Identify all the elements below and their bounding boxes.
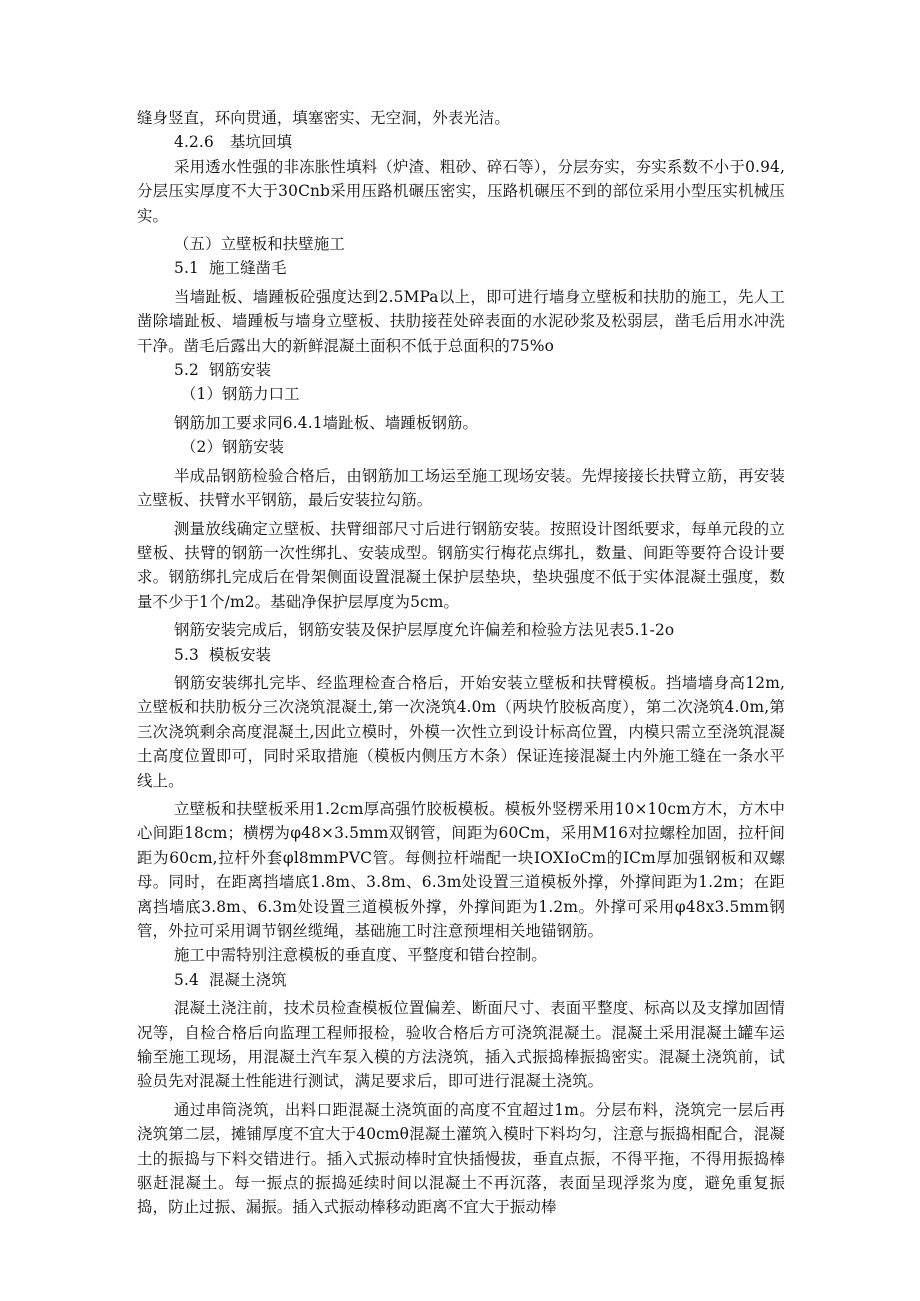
paragraph-formwork-2: 立壁板和扶壁板釆用1.2cm厚高强竹胶板模板。模板外竖楞釆用10×10cm方木，方木中心间距18cm；横楞为φ48×3.5mm双钢管，间距为60Cm，采用M16对拉螺栓加固，拉杆间距为60cm,拉杆外套φl8mmPVC管。每侧拉杆端配一块IOXIoCm的ICm厚加强钢板和双螺母。同时，在距离挡墙底1.8m、3.8m、6.3m处设置三道模板外撑，外撑间距为1.2m；在距离挡墙底3.8m、6.3m处设置三道模板外撑，外撑间距为1.2m。外撑可采用φ48x3.5mm钢管，外拉可采用调节钢丝缆绳，基础施工时注意预埋相关地锚钢筋。	[137, 799, 785, 940]
subheading-rebar-processing: （1）钢筋力口工	[181, 385, 300, 404]
chapter-heading-5: （五）立壁板和扶壁施工	[174, 235, 345, 254]
heading-number: 4.2.6	[174, 133, 214, 152]
paragraph-rebar-install-2: 测量放线确定立壁板、扶臂细部尺寸后进行钢筋安装。按照设计图纸要求，每单元段的立壁板、扶臂的钢筋一次性绑扎、安装成型。钢筋实行梅花点绑扎，数量、间距等要符合设计要求。钢筋绑扎完成后在骨架侧面设置混凝土保护层垫块，垫块强度不低于实体混凝土强度，数量不少于1个/m2。基础净保护层厚度为5cm。	[137, 519, 785, 611]
heading-4-2-6	[137, 130, 785, 154]
heading-title: 混凝土浇筑	[209, 970, 287, 989]
paragraph-rebar-install-3: 钢筋安装完成后，钢筋安装及保护层厚度允许偏差和检验方法见表5.1-2o	[174, 621, 675, 640]
heading-5-2	[137, 358, 785, 382]
paragraph-formwork-3: 施工中需特别注意模板的垂直度、平整度和错台控制。	[174, 946, 547, 965]
paragraph-rebar-processing: 钢筋加工要求同6.4.1墙趾板、墙踵板钢筋。	[174, 413, 479, 432]
heading-5-4	[137, 968, 785, 992]
paragraph-backfill: 采用透水性强的非冻胀性填料（炉渣、粗砂、碎石等），分层夯实，夯实系数不小于0.94,分层压实厚度不大于30Cnb采用压路机碾压密实，压路机碾压不到的部位采用小型压实机械压实。	[137, 157, 785, 225]
heading-title: 施工缝凿毛	[209, 259, 287, 278]
paragraph-concrete-1: 混凝土浇注前，技术员检查模板位置偏差、断面尺寸、表面平整度、标高以及支撑加固情况等，自检合格后向监理工程师报检，验收合格后方可浇筑混凝土。混凝土采用混凝土罐车运输至施工现场，用混凝土汽车泵入模的方法浇筑，插入式振捣棒振捣密实。混凝土浇筑前，试验员先对混凝土性能进行测试，满足要求后，即可进行混凝土浇筑。	[137, 999, 785, 1091]
paragraph-concrete-2: 通过串筒浇筑，出料口距混凝土浇筑面的高度不宜超过1m。分层布料，浇筑完一层后再浇筑第二层，摊铺厚度不宜大于40cmθ混凝土灌筑入模时下料均匀，注意与振捣相配合，混凝土的振捣与下料交错进行。插入式振动棒时宜快插慢拔，垂直点振，不得平拖，不得用振捣棒驱赶混凝土。每一振点的振捣延续时间以混凝土不再沉落，表面呈现浮浆为度，避免重复振捣，防止过振、漏振。插入式振动棒移动距离不宜大于振动棒	[137, 1100, 785, 1217]
heading-number: 5.3	[174, 645, 199, 664]
heading-title: 钢筋安装	[209, 361, 272, 380]
heading-number: 5.4	[174, 970, 199, 989]
document-page	[137, 106, 785, 1220]
subheading-rebar-installation: （2）钢筋安装	[181, 438, 285, 457]
heading-5-3	[137, 643, 785, 667]
heading-number: 5.1	[174, 259, 199, 278]
heading-title: 基坑回填	[230, 133, 293, 152]
paragraph-continuation: 缝身竖直，环向贯通，填塞密实、无空洞，外表光洁。	[137, 109, 510, 127]
paragraph-joint-roughening: 当墙趾板、墙踵板砼强度达到2.5MPa以上，即可进行墙身立壁板和扶肋的施工，先人工凿除墙趾板、墙踵板与墙身立壁板、扶肋接茬处碎表面的水泥砂浆及松弱层，凿毛后用水冲洗干净。凿毛后露出大的新鲜混凝土面积不低于总面积的75%o	[137, 287, 785, 355]
heading-5-1	[137, 256, 785, 280]
paragraph-formwork-1: 钢筋安装绑扎完毕、经监理检查合格后，开始安装立壁板和扶臂模板。挡墙墙身高12m,立壁板和扶肋板分三次浇筑混凝土,第一次浇筑4.0m（两块竹胶板高度），第二次浇筑4.0m,第三次浇筑剩余高度混凝土,因此立模时，外模一次性立到设计标高位置，内模只需立至浇筑混凝土高度位置即可，同时采取措施（模板内侧压方木条）保证连接混凝土内外施工缝在一条水平线上。	[137, 673, 785, 790]
paragraph-rebar-install-1: 半成品钢筋检验合格后，由钢筋加工场运至施工现场安装。先焊接接长扶臂立筋，再安装立壁板、扶臂水平钢筋，最后安装拉勾筋。	[137, 466, 785, 510]
heading-number: 5.2	[174, 361, 199, 380]
heading-title: 模板安装	[209, 645, 272, 664]
